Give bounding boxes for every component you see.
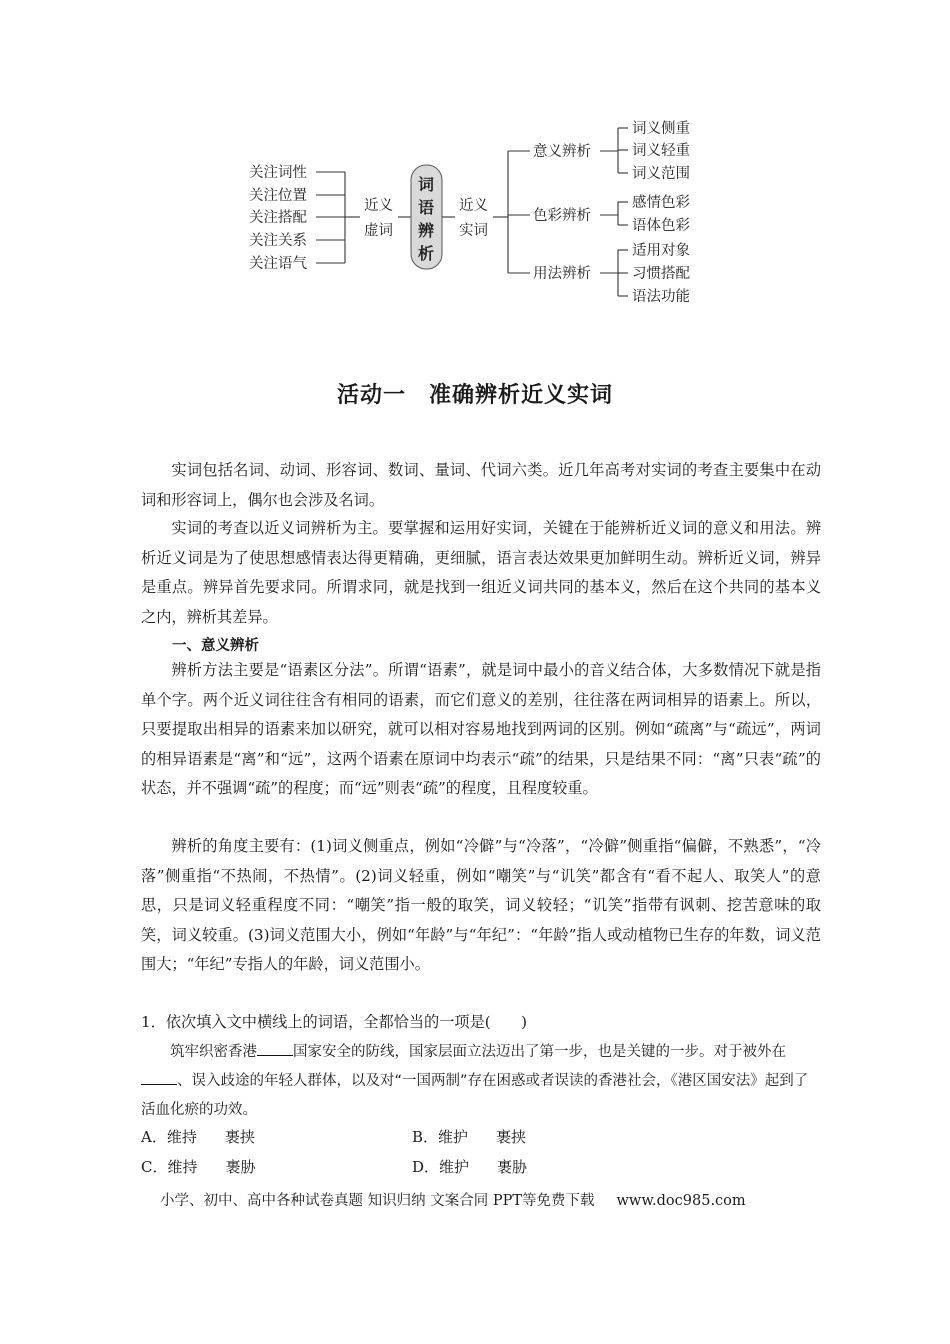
section-heading: 一、意义辨析: [172, 638, 259, 654]
group-item: 习惯搭配: [632, 266, 690, 282]
left-branch-label: 虚词: [364, 223, 393, 239]
right-branch-label: 实词: [459, 223, 488, 239]
question-passage: [141, 1038, 821, 1125]
option-word: 裹胁: [225, 1158, 256, 1176]
option-letter: C．维持: [141, 1158, 198, 1176]
left-leaf: 关注位置: [249, 188, 307, 204]
group-item: 感情色彩: [632, 195, 690, 211]
paragraph-method: 实词的考查以近义词辨析为主。要掌握和运用好实词，关键在于能辨析近义词的意义和用法。辨析近义词是为了使思想感情表达得更精确，更细腻，语言表达效果更加鲜明生动。辨析近义词，辨异是重点。辨异首先要求同。所谓求同，就是找到一组近义词共同的基本义，然后在这个共同的基本义之内，辨析其差异。: [141, 519, 821, 626]
group-item: 适用对象: [632, 243, 690, 259]
paragraph-morpheme: 辨析方法主要是“语素区分法”。所谓“语素”，就是词中最小的音义结合体，大多数情况下就是指单个字。两个近义词往往含有相同的语素，而它们意义的差别，往往落在两词相异的语素上。所以，只要提取出相异的语素来加以研究，就可以相对容易地找到两词的区别。例如“疏离”与“疏远”，两词的相异语素是“离”和“远”，这两个语素在原词中均表示“疏”的结果，只是结果不同：“离”只表“疏”的状态，并不强调“疏”的程度；而“远”则表“疏”的程度，且程度较重。: [141, 661, 821, 797]
passage-part: 国家安全的防线，国家层面立法迈出了第一步，也是关键的一步。对于被外在: [293, 1044, 786, 1060]
option-word: 裹胁: [497, 1158, 528, 1176]
group-item: 语法功能: [632, 289, 690, 305]
blank-1[interactable]: [257, 1041, 293, 1056]
footer-text: 小学、初中、高中各种试卷真题 知识归纳 文案合同 PPT等免费下载: [160, 1193, 595, 1209]
option-word: 裹挟: [224, 1128, 255, 1146]
option-b[interactable]: [412, 1126, 526, 1147]
concept-diagram: [0, 0, 950, 320]
left-leaf: 关注搭配: [249, 210, 307, 226]
left-leaf: 关注关系: [249, 233, 307, 249]
left-leaf: 关注词性: [249, 165, 307, 181]
footer: [160, 1189, 746, 1210]
passage-part: 筑牢织密香港: [170, 1044, 257, 1060]
group-label: 色彩辨析: [533, 208, 591, 224]
center-char: 析: [417, 244, 435, 263]
question-stem: 1．依次填入文中横线上的词语，全都恰当的一项是( ): [141, 1013, 528, 1031]
option-letter: B．维护: [412, 1128, 469, 1146]
center-char: 辨: [417, 221, 435, 240]
group-label: 意义辨析: [533, 144, 591, 160]
paragraph-angles: 辨析的角度主要有：(1)词义侧重点，例如“冷僻”与“冷落”，“冷僻”侧重指“偏僻，不熟悉”，“冷落”侧重指“不热闹，不热情”。(2)词义轻重，例如“嘲笑”与“讥笑”都含有“看不起人、取笑人”的意思，只是词义轻重程度不同：“嘲笑”指一般的取笑，词义较轻；“讥笑”指带有讽刺、挖苦意味的取笑，词义较重。(3)词义范围大小，例如“年龄”与“年纪”：“年龄”指人或动植物已生存的年数，词义范围大；“年纪”专指人的年龄，词义范围小。: [141, 837, 821, 973]
group-label: 用法辨析: [533, 266, 591, 282]
group-item: 词义侧重: [632, 121, 690, 137]
option-word: 裹挟: [496, 1128, 527, 1146]
option-a[interactable]: [141, 1126, 255, 1147]
center-char: 语: [417, 198, 435, 217]
group-item: 词义轻重: [632, 143, 690, 159]
option-d[interactable]: [412, 1156, 527, 1177]
group-item: 语体色彩: [632, 218, 690, 234]
left-branch-label: 近义: [364, 198, 393, 214]
page-title: 活动一 准确辨析近义实词: [336, 383, 613, 408]
blank-2[interactable]: [141, 1070, 177, 1085]
option-letter: D．维护: [412, 1158, 470, 1176]
center-char: 词: [417, 175, 435, 194]
right-branch-label: 近义: [459, 198, 488, 214]
group-item: 词义范围: [632, 166, 690, 182]
footer-url[interactable]: www.doc985.com: [616, 1193, 746, 1209]
passage-part: 、误入歧途的年轻人群体，以及对“一国两制”存在困惑或者误读的香港社会，《港区国安法》起到了活血化瘀的功效。: [141, 1073, 809, 1118]
paragraph-intro: 实词包括名词、动词、形容词、数词、量词、代词六类。近几年高考对实词的考查主要集中在动词和形容词上，偶尔也会涉及名词。: [141, 461, 821, 509]
option-letter: A．维持: [141, 1128, 197, 1146]
option-c[interactable]: [141, 1156, 256, 1177]
left-leaf: 关注语气: [249, 256, 307, 272]
